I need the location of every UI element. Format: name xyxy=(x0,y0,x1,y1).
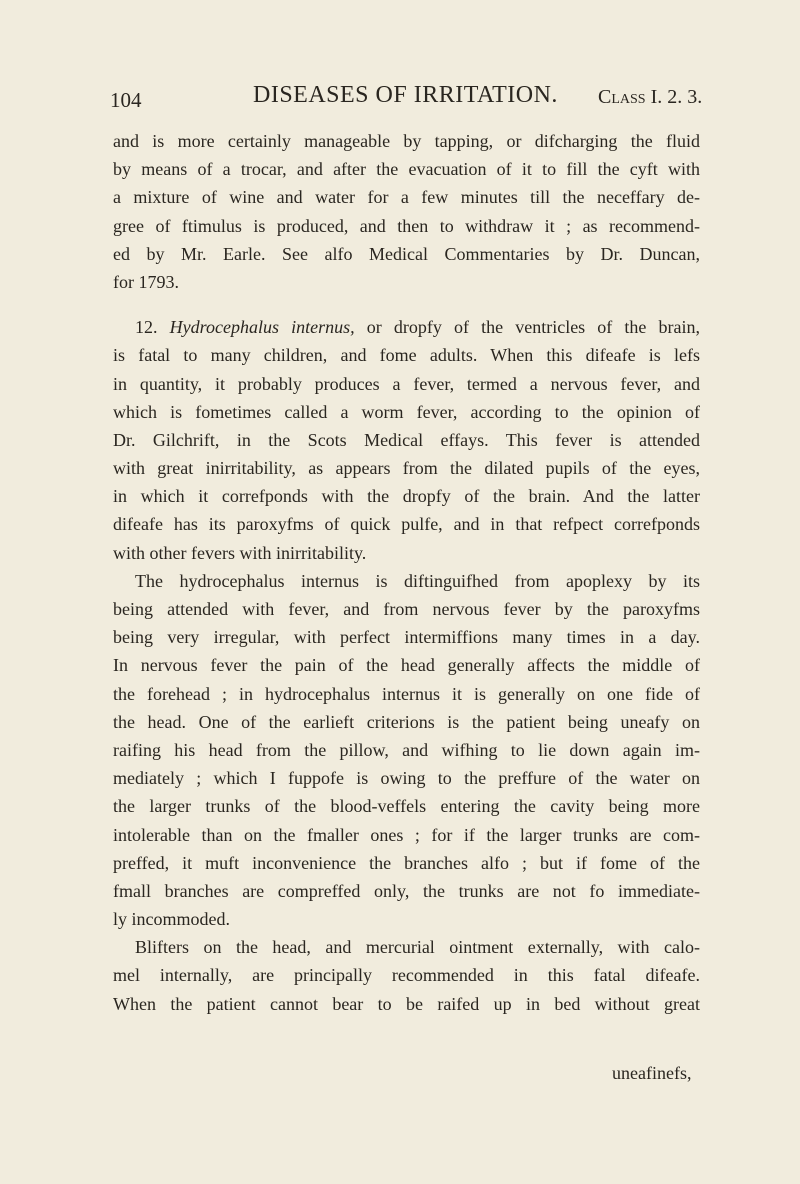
text-line: When the patient cannot bear to be raifed up in bed without great xyxy=(113,993,700,1014)
text-line: with other fevers with inirritability. xyxy=(113,542,367,563)
text-line: with great inirritability, as appears from the dilated pupils of the eyes, xyxy=(113,458,700,479)
text-line: which is fometimes called a worm fever, according to the opinion of xyxy=(113,401,700,422)
text-line: Blifters on the head, and mercurial ointment externally, with calo- xyxy=(135,937,700,958)
text-line xyxy=(113,313,700,341)
paragraph-2 xyxy=(113,313,700,567)
section-number: 12. xyxy=(135,317,158,338)
text-line: preffed, it muft inconvenience the branches alfo ; but if fome of the xyxy=(113,852,700,873)
paragraph-4 xyxy=(113,933,700,1018)
class-label: Class I. 2. 3. xyxy=(598,86,703,108)
text-line: for 1793. xyxy=(113,271,179,292)
paragraph-1 xyxy=(113,127,700,296)
text-line: the forehead ; in hydrocephalus internus it is generally on one fide of xyxy=(113,683,700,704)
paragraph-3 xyxy=(113,567,700,933)
text-line: the head. One of the earlieft criterions is the patient being uneafy on xyxy=(113,711,700,732)
section-first-line: or dropfy of the ventricles of the brain, xyxy=(366,317,701,338)
running-header xyxy=(110,80,703,116)
text-line: in which it correfponds with the dropfy of the brain. And the latter xyxy=(113,486,700,507)
text-line: gree of ftimulus is produced, and then to withdraw it ; as recommend- xyxy=(113,215,700,236)
text-line: difeafe has its paroxyfms of quick pulfe, and in that refpect correfponds xyxy=(113,514,700,535)
text-line: mel internally, are principally recommended in this fatal difeafe. xyxy=(113,965,700,986)
text-line: The hydrocephalus internus is diftinguifhed from apoplexy by its xyxy=(135,570,700,591)
running-title: DISEASES OF IRRITATION. xyxy=(253,82,558,108)
page-number: 104 xyxy=(110,88,142,112)
text-line: is fatal to many children, and fome adults. When this difeafe is lefs xyxy=(113,345,700,366)
text-line: being attended with fever, and from nervous fever by the paroxyfms xyxy=(113,599,700,619)
text-line: being very irregular, with perfect intermiffions many times in a day. xyxy=(113,627,700,648)
text-line: the larger trunks of the blood-veffels entering the cavity being more xyxy=(113,796,700,817)
text-line: ed by Mr. Earle. See alfo Medical Commentaries by Dr. Duncan, xyxy=(113,243,700,264)
text-line: ly incommoded. xyxy=(113,909,230,930)
text-line: in quantity, it probably produces a fever, termed a nervous fever, and xyxy=(113,373,700,394)
text-line: In nervous fever the pain of the head generally affects the middle of xyxy=(113,655,700,676)
body-text xyxy=(113,127,700,1018)
text-line: and is more certainly manageable by tapping, or difcharging the fluid xyxy=(113,131,700,151)
text-line: intolerable than on the fmaller ones ; for if the larger trunks are com- xyxy=(113,824,700,845)
text-line: fmall branches are compreffed only, the trunks are not fo immediate- xyxy=(113,880,700,901)
text-line: by means of a trocar, and after the evacuation of it to fill the cyft with xyxy=(113,159,700,180)
text-line: raifing his head from the pillow, and wifhing to lie down again im- xyxy=(113,739,700,760)
text-line: a mixture of wine and water for a few minutes till the neceffary de- xyxy=(113,187,700,208)
catchword: uneafinefs, xyxy=(612,1063,692,1083)
section-term: Hydrocephalus internus, xyxy=(169,317,355,338)
text-line: Dr. Gilchrift, in the Scots Medical effays. This fever is attended xyxy=(113,429,700,450)
text-line: mediately ; which I fuppofe is owing to the preffure of the water on xyxy=(113,768,700,789)
